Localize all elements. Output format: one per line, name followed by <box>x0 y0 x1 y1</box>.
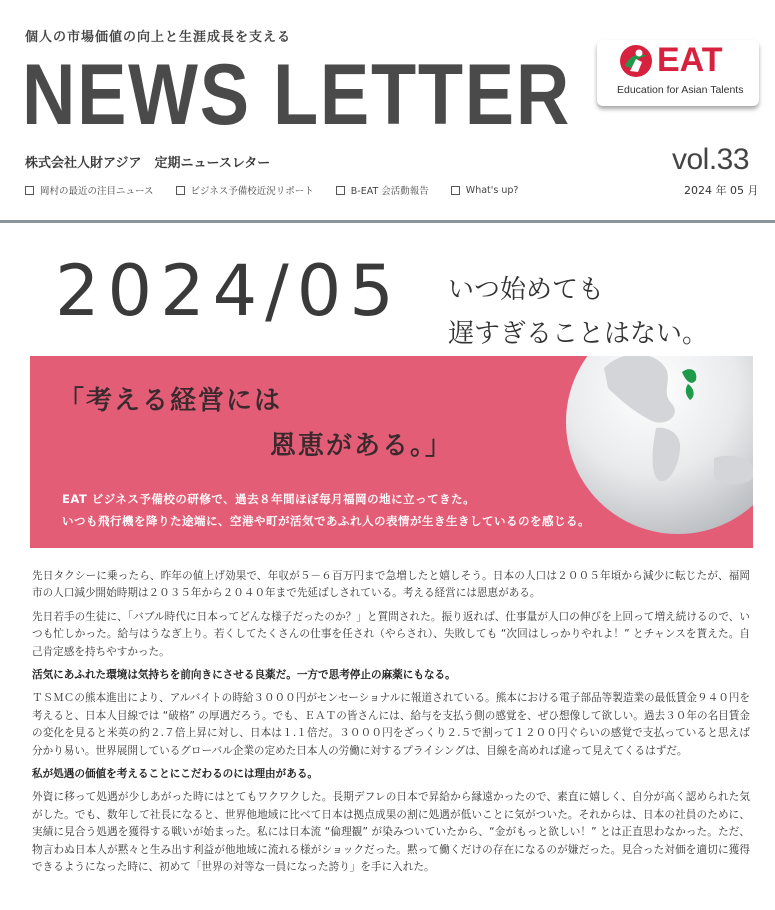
banner-quote-line2: 恩恵がある。」 <box>270 431 454 461</box>
logo-subtitle: Education for Asian Talents <box>617 84 744 96</box>
article-highlight: 活気にあふれた環境は気持ちを前向きにさせる良薬だ。一方で思考停止の麻薬にもなる。 <box>32 669 456 682</box>
contents-item-label: ビジネス予備校近況リポート <box>190 186 314 197</box>
tagline: 個人の市場価値の向上と生涯成長を支える <box>25 30 292 45</box>
globe-icon <box>564 356 753 536</box>
hero-catchphrase <box>448 268 708 356</box>
checkbox-icon <box>25 186 34 195</box>
article-body <box>32 568 750 883</box>
article-paragraph: 先日若手の生徒に、「バブル時代に日本ってどんな様子だったのか？」と質問された。振り返れば、仕事量が人口の伸びを上回って増え続けるので、いつも忙しかった。給与はうなぎ上り。若くしてたくさんの仕事を任され（やらされ）、失敗しても “次回はしっかりやれよ！” とチャンスを貰えた。自己肯定感を持ちやすかった。 <box>32 610 750 658</box>
banner-quote-line1: 「考える経営には <box>58 386 283 416</box>
issue-date: 2024 年 05 月 <box>684 184 759 197</box>
volume-number: vol.33 <box>672 143 750 176</box>
article-paragraph: ＴＳＭＣの熊本進出により、アルバイトの時給３０００円がセンセーショナルに報道されている。熊本における電子部品等製造業の最低賃金９４０円を考えると、日本人目線では “破格” の厚遇だろう。でも、ＥＡＴの皆さんには、給与を支払う側の感覚を、ぜひ想像して欲しい。過去３０年の名目賃金の変化を見ると米英の約２.７倍上昇に対し、日本は１.１倍だ。３０００円をざっくり２.５で割って１２００円ぐらいの感覚で支払っていると思えば分かり易い。世界展開しているグローバル企業の定めた日本人の労働に対するプライシングは、目線を高めれば違って見えてくるはずだ。 <box>32 692 750 757</box>
eat-logo-mark-icon <box>619 44 653 78</box>
contents-item-news[interactable] <box>25 183 154 197</box>
contents-item-label: B-EAT 会活動報告 <box>350 186 429 197</box>
eat-logo[interactable] <box>597 40 759 106</box>
article-paragraph: 先日タクシーに乗ったら、昨年の値上げ効果で、年収が５－６百万円まで急増したと嬉しそう。日本の人口は２００５年頃から減少に転じたが、福岡市の人口減少開始時期は２０３５年から２０４０年まで先延ばしされている。考える経営には恩恵がある。 <box>32 570 750 600</box>
newsletter-title: NEWS LETTER <box>22 47 571 143</box>
banner-text-line2: いつも飛行機を降りた途端に、空港や町が活気であふれ人の表情が生き生きしているのを感じる。 <box>62 514 590 528</box>
newsletter-header <box>0 0 775 222</box>
feature-banner <box>30 356 753 548</box>
checkbox-icon <box>451 186 460 195</box>
contents-item-beat[interactable] <box>336 183 429 197</box>
contents-item-label: What's up? <box>465 184 519 196</box>
catchphrase-line: いつ始めても <box>448 275 605 305</box>
logo-wordmark: EAT <box>657 41 723 79</box>
checkbox-icon <box>176 186 185 195</box>
company-subtitle: 株式会社人財アジア 定期ニュースレター <box>25 156 271 171</box>
contents-item-label: 岡村の最近の注目ニュース <box>40 186 154 197</box>
header-divider <box>0 220 775 223</box>
banner-text-line1: EAT ビジネス予備校の研修で、過去８年間ほぼ毎月福岡の地に立ってきた。 <box>62 492 476 506</box>
article-paragraph: 外資に移って処遇が少しあがった時にはとてもワクワクした。長期デフレの日本で昇給から縁遠かったので、素直に嬉しく、自分が高く認められた気がした。でも、数年して社長になると、世界他地域に比べて日本は拠点成果の割に処遇が低いことに気がついた。それからは、日本の社員のために、実績に見合う処遇を獲得する戦いが始まった。私には日本流 “倫理観” が染みついていたから、“金がもっと欲しい！” とは正直思わなかった。ただ、物言わぬ日本人が黙々と生み出す利益が他地域に流れる様がショックだった。黙って働くだけの存在になるのが嫌だった。見合った対価を適切に獲得できるようになった時に、初めて「世界の対等な一員になった誇り」を手に入れた。 <box>32 791 750 874</box>
checkbox-icon <box>336 186 345 195</box>
contents-item-report[interactable] <box>176 183 314 197</box>
contents-item-whats-up[interactable] <box>451 183 519 197</box>
hero-date: 2024/05 <box>55 250 402 332</box>
contents-list <box>25 183 540 197</box>
article-highlight: 私が処遇の価値を考えることにこだわるのには理由がある。 <box>32 768 319 781</box>
catchphrase-line: 遅すぎることはない。 <box>448 319 709 349</box>
